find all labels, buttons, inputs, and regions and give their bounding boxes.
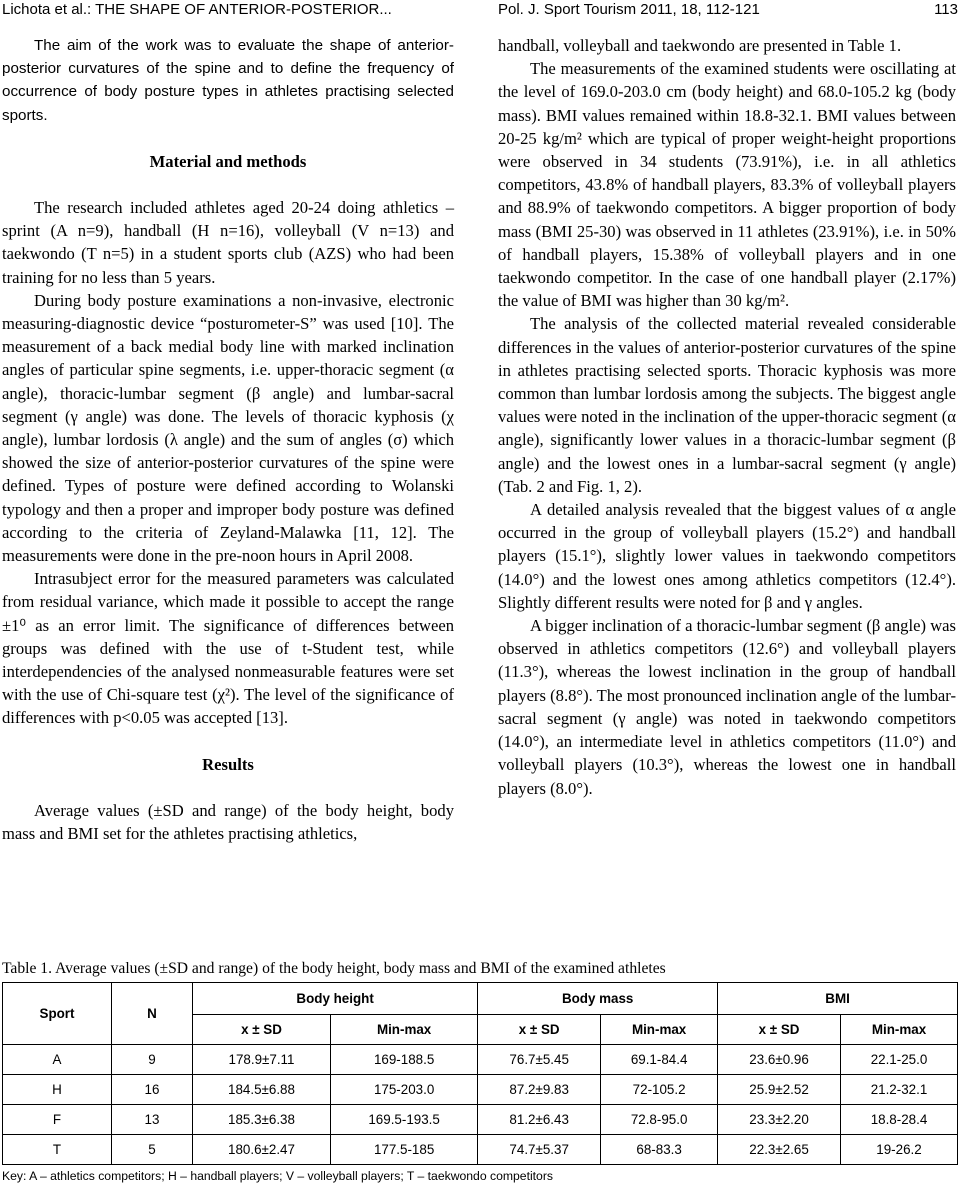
table-cell: 19-26.2 <box>840 1135 957 1165</box>
table-cell: 74.7±5.37 <box>478 1135 601 1165</box>
subheader-height-xsd: x ± SD <box>193 1015 331 1045</box>
table-cell: 23.3±2.20 <box>718 1105 841 1135</box>
table-row <box>3 1045 958 1075</box>
table-cell: 72.8-95.0 <box>601 1105 718 1135</box>
methods-paragraph-3: Intrasubject error for the measured parameters was calculated from residual variance, which made it possible to accept the range ±1⁰ as an error limit. The significance of differences between groups was defined with the use of t-Student test, while interdependencies of the analysed nonmeasurable features were set with the use of Chi-square test (χ²). The level of the significance of differences with p<0.05 was accepted [13]. <box>2 569 454 728</box>
table-cell: 177.5-185 <box>330 1135 477 1165</box>
table-cell: 81.2±6.43 <box>478 1105 601 1135</box>
table-cell: 175-203.0 <box>330 1075 477 1105</box>
methods-paragraph-1: The research included athletes aged 20-24 doing athletics – sprint (A n=9), handball (H n=16), volleyball (V n=13) and taekwondo (T n=5) in a student sports club (AZS) who had been training for no less than 5 years. <box>2 198 454 287</box>
table-cell: T <box>3 1135 112 1165</box>
subheader-bmi-minmax: Min-max <box>840 1015 957 1045</box>
table-cell: 169-188.5 <box>330 1045 477 1075</box>
results-heading: Results <box>202 754 254 774</box>
table-cell: 22.3±2.65 <box>718 1135 841 1165</box>
subheader-mass-xsd: x ± SD <box>478 1015 601 1045</box>
page-number: 113 <box>934 1 958 18</box>
header-title: Lichota et al.: THE SHAPE OF ANTERIOR-POSTERIOR... <box>2 1 392 18</box>
subheader-mass-minmax: Min-max <box>601 1015 718 1045</box>
methods-heading: Material and methods <box>149 151 307 171</box>
table-cell: H <box>3 1075 112 1105</box>
right-column <box>498 34 956 800</box>
table-cell: 185.3±6.38 <box>193 1105 331 1135</box>
table-cell: 184.5±6.88 <box>193 1075 331 1105</box>
aim-paragraph: The aim of the work was to evaluate the shape of anterior-posterior curvatures of the spine and to define the frequency of occurrence of body posture types in athletes practising selected sports. <box>2 37 454 124</box>
results-paragraph-4: A detailed analysis revealed that the biggest values of α angle occurred in the group of volleyball players (15.2°) and handball players (15.1°), slightly lower values in taekwondo competitors (14.0°) and the lowest ones among athletics competitors (12.4°). Slightly different results were noted for β and γ angles. <box>498 500 956 612</box>
subheader-height-minmax: Min-max <box>330 1015 477 1045</box>
table-cell: 23.6±0.96 <box>718 1045 841 1075</box>
results-continuation: handball, volleyball and taekwondo are presented in Table 1. <box>498 36 902 55</box>
table-row <box>3 1135 958 1165</box>
methods-paragraph-2: During body posture examinations a non-invasive, electronic measuring-diagnostic device “posturometer-S” was used [10]. The measurement of a back medial body line with marked inclination angles of particular spine segments, i.e. upper-thoracic segment (α angle), thoracic-lumbar segment (β angle) and lumbar-sacral segment (γ angle) was done. The levels of thoracic kyphosis (χ angle), lumbar lordosis (λ angle) and the sum of angles (σ) which showed the size of anterior-posterior curvatures of the spine were defined. Types of posture were defined according to Wolanski typology and then a proper and improper body posture was defined according to the criteria of Zeyland-Malawka [11, 12]. The measurements were done in the pre-noon hours in April 2008. <box>2 290 454 566</box>
table-cell: 25.9±2.52 <box>718 1075 841 1105</box>
table-cell: 87.2±9.83 <box>478 1075 601 1105</box>
running-header <box>0 0 960 22</box>
table-row <box>3 1075 958 1105</box>
table-cell: 180.6±2.47 <box>193 1135 331 1165</box>
results-paragraph-1: Average values (±SD and range) of the body height, body mass and BMI set for the athletes practising athletics, <box>2 800 454 844</box>
table-cell: 22.1-25.0 <box>840 1045 957 1075</box>
results-paragraph-3: The analysis of the collected material revealed considerable differences in the values of anterior-posterior curvatures of the spine in athletes practising selected sports. Thoracic kyphosis was more common than lumbar lordosis among the subjects. The biggest angle values were noted in the inclination of the upper-thoracic segment (α angle), significantly lower values in a thoracic-lumbar segment (β angle) and the lowest ones in a lumbar-sacral segment (γ angle) (Tab. 2 and Fig. 1, 2). <box>498 314 956 496</box>
col-header-sport: Sport <box>3 983 112 1045</box>
col-header-body-mass: Body mass <box>478 983 718 1015</box>
table-cell: 69.1-84.4 <box>601 1045 718 1075</box>
table-caption-label: Table 1. <box>2 960 53 977</box>
col-header-body-height: Body height <box>193 983 478 1015</box>
data-table <box>2 982 958 1165</box>
col-header-n: N <box>112 983 193 1045</box>
table-cell: A <box>3 1045 112 1075</box>
table-cell: 68-83.3 <box>601 1135 718 1165</box>
col-header-bmi: BMI <box>718 983 958 1015</box>
table-row <box>3 1105 958 1135</box>
table-caption-text: Average values (±SD and range) of the body height, body mass and BMI of the examined athletes <box>55 960 666 977</box>
table-cell: 13 <box>112 1105 193 1135</box>
results-paragraph-2: The measurements of the examined students were oscillating at the level of 169.0-203.0 cm (body height) and 68.0-105.2 kg (body mass). BMI values remained within 18.8-32.1. BMI values between 20-25 kg/m² which are typical of proper weight-height proportions were observed in 34 students (73.91%), i.e. in all athletics competitors, 43.8% of handball players, 83.3% of volleyball players and 88.9% of taekwondo competitors. A bigger proportion of body mass (BMI 25-30) was observed in 11 athletes (23.91%), i.e. in 50% of handball players, 15.38% of volleyball players and in one taekwondo competitor. In the case of one handball player (2.17%) the value of BMI was higher than 30 kg/m². <box>498 59 956 311</box>
table-cell: 169.5-193.5 <box>330 1105 477 1135</box>
table-caption <box>2 960 960 978</box>
table-cell: 178.9±7.11 <box>193 1045 331 1075</box>
table-cell: 76.7±5.45 <box>478 1045 601 1075</box>
results-paragraph-5: A bigger inclination of a thoracic-lumbar segment (β angle) was observed in athletics competitors (12.6°) and volleyball players (11.3°), whereas the lowest inclination in the group of handball players (8.8°). The most pronounced inclination angle of the lumbar-sacral segment (γ angle) was noted in taekwondo competitors (14.0°), an intermediate level in athletics competitors (11.0°) and volleyball players (10.3°), whereas the lowest one in handball players (8.0°). <box>498 616 956 798</box>
subheader-bmi-xsd: x ± SD <box>718 1015 841 1045</box>
table-cell: 16 <box>112 1075 193 1105</box>
left-column <box>2 34 454 845</box>
table-1 <box>0 960 960 1183</box>
table-cell: F <box>3 1105 112 1135</box>
table-key: Key: A – athletics competitors; H – handball players; V – volleyball players; T – taekwondo competitors <box>2 1169 553 1183</box>
table-cell: 72-105.2 <box>601 1075 718 1105</box>
table-cell: 5 <box>112 1135 193 1165</box>
header-journal: Pol. J. Sport Tourism 2011, 18, 112-121 <box>498 1 760 18</box>
table-cell: 9 <box>112 1045 193 1075</box>
table-cell: 21.2-32.1 <box>840 1075 957 1105</box>
table-cell: 18.8-28.4 <box>840 1105 957 1135</box>
